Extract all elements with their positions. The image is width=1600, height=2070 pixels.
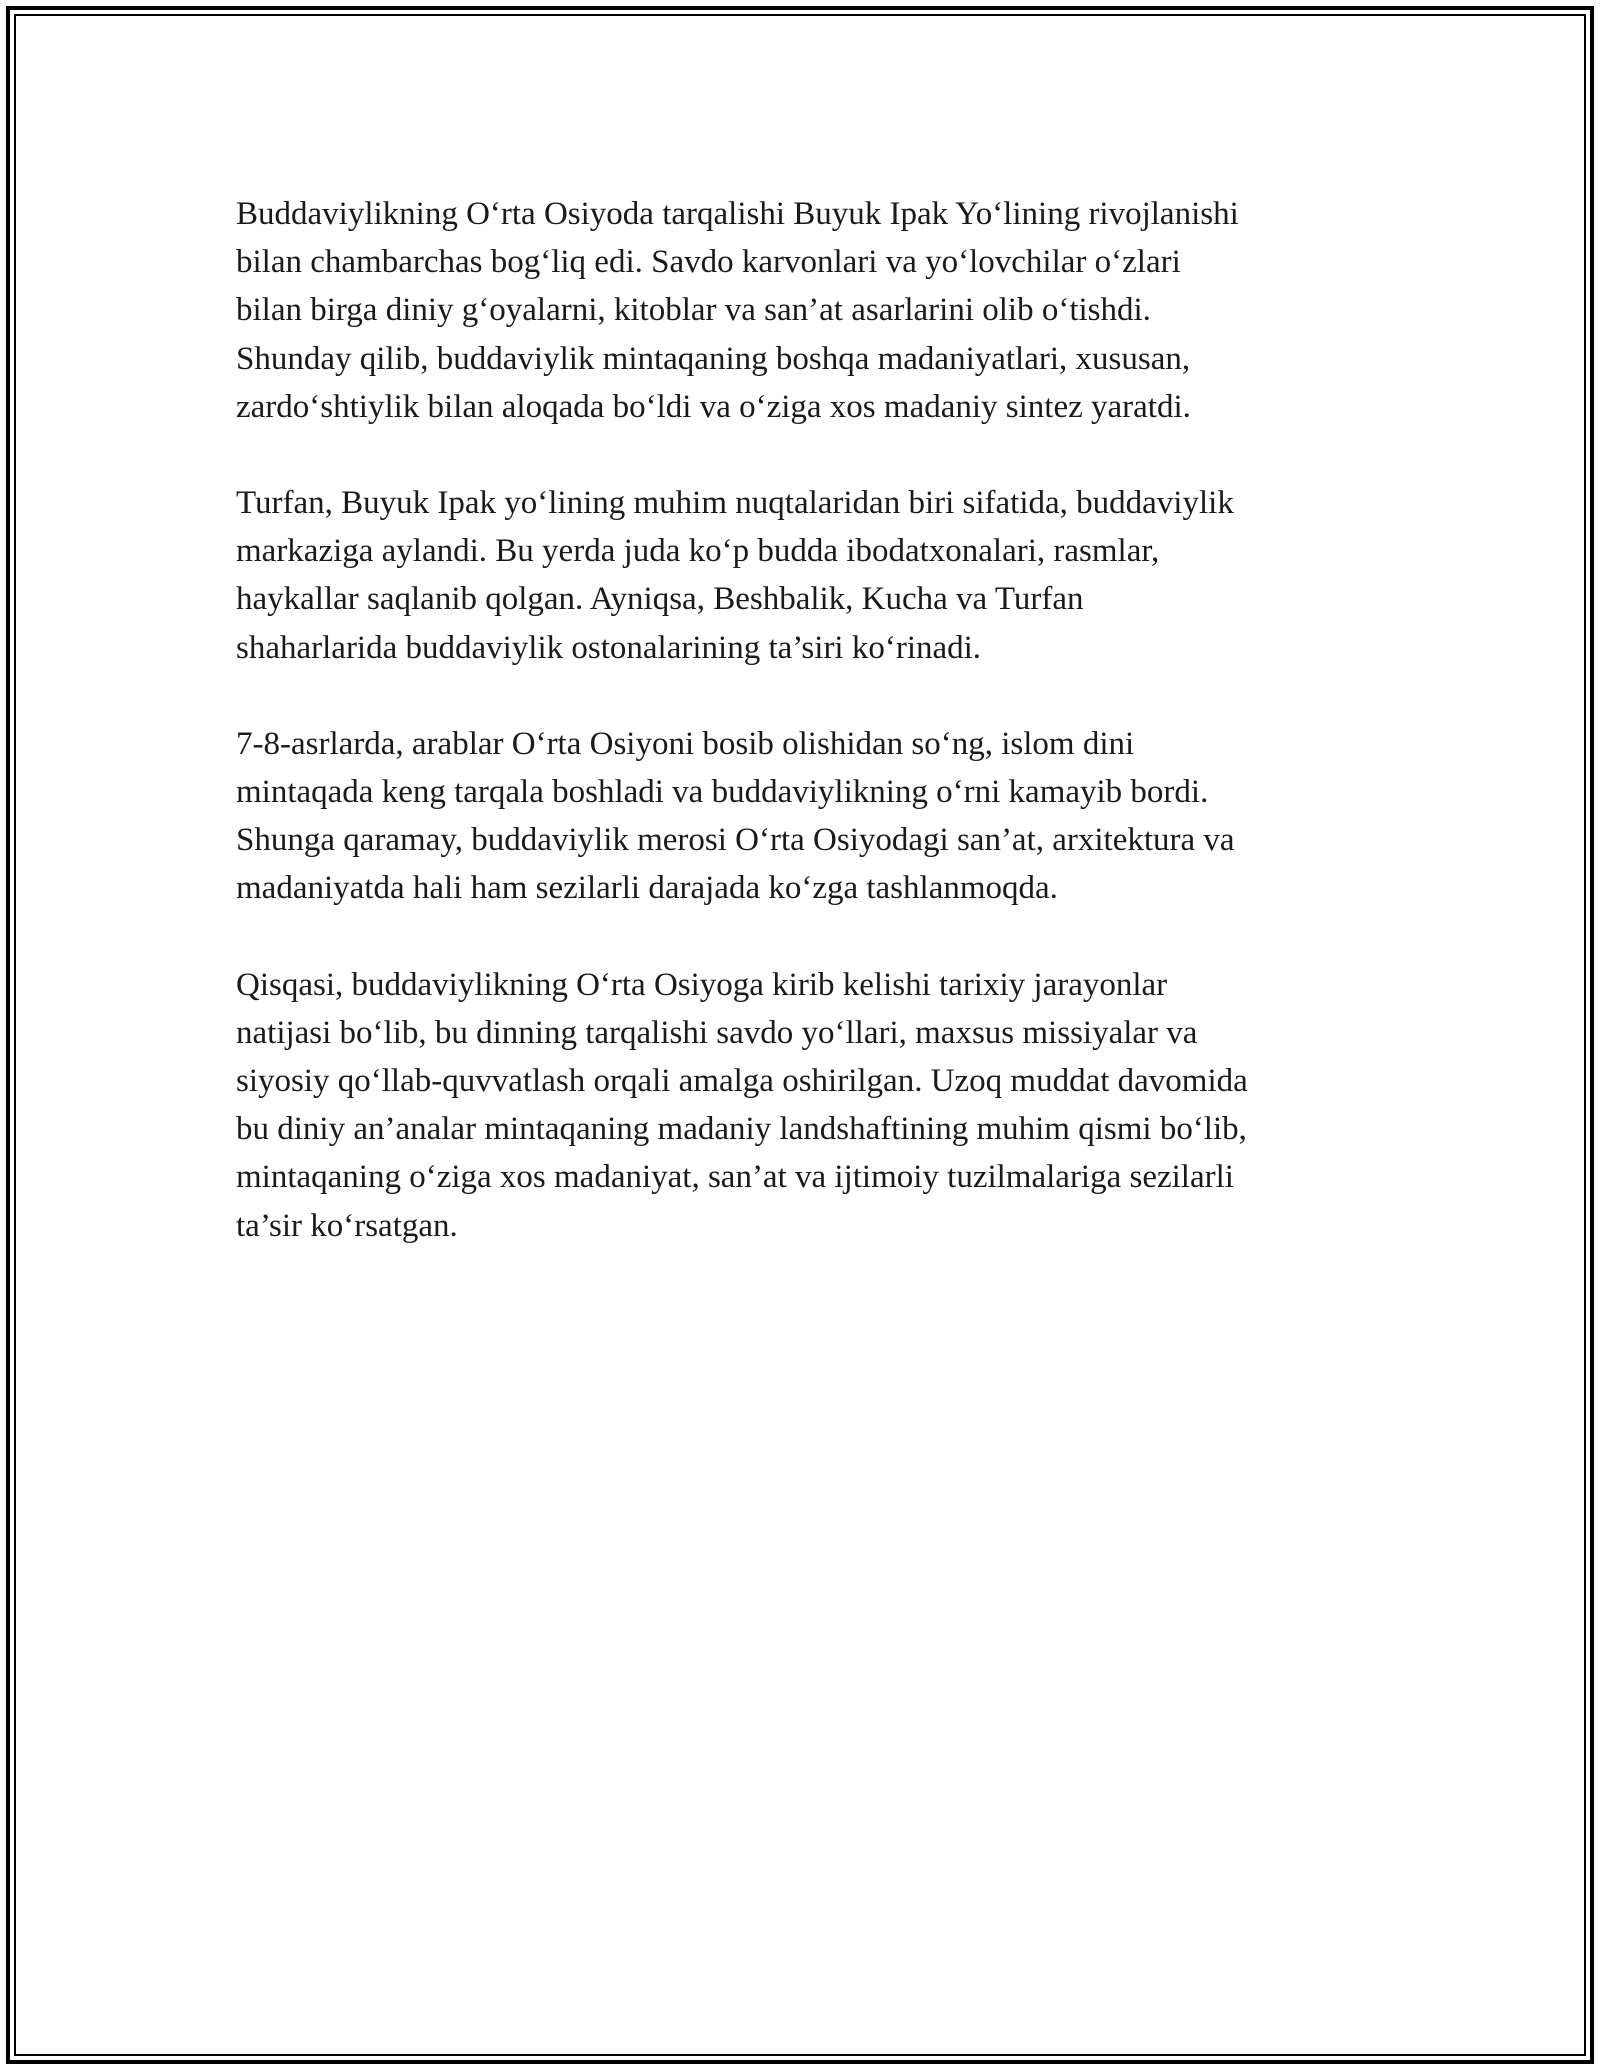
text-line: natijasi bo‘lib, bu dinning tarqalishi savdo yo‘llari, maxsus missiyalar va: [236, 1014, 1198, 1051]
text-line: markaziga aylandi. Bu yerda juda ko‘p budda ibodatxonalari, rasmlar,: [236, 533, 1160, 570]
text-line: Buddaviylikning O‘rta Osiyoda tarqalishi Buyuk Ipak Yo‘lining rivojlanishi: [236, 196, 1239, 232]
text-line: bu diniy an’analar mintaqaning madaniy landshaftining muhim qismi bo‘lib,: [236, 1111, 1247, 1148]
text-line: Turfan, Buyuk Ipak yo‘lining muhim nuqtalaridan biri sifatida, buddaviylik: [236, 485, 1234, 522]
text-line: Shunga qaramay, buddaviylik merosi O‘rta Osiyodagi san’at, arxitektura va: [236, 822, 1235, 859]
text-line: madaniyatda hali ham sezilarli darajada ko‘zga tashlanmoqda.: [236, 870, 1058, 907]
paragraph-4: [236, 961, 1376, 1250]
text-line: mintaqaning o‘ziga xos madaniyat, san’at va ijtimoiy tuzilmalariga sezilarli: [236, 1159, 1234, 1196]
text-line: bilan chambarchas bog‘liq edi. Savdo karvonlari va yo‘lovchilar o‘zlari: [236, 244, 1181, 281]
text-line: 7-8-asrlarda, arablar O‘rta Osiyoni bosib olishidan so‘ng, islom dini: [236, 725, 1135, 762]
text-line: Qisqasi, buddaviylikning O‘rta Osiyoga kirib kelishi tarixiy jarayonlar: [236, 966, 1168, 1003]
text-line: mintaqada keng tarqala boshladi va buddaviylikning o‘rni kamayib bordi.: [236, 774, 1209, 811]
text-line: siyosiy qo‘llab-quvvatlash orqali amalga oshirilgan. Uzoq muddat davomida: [236, 1063, 1248, 1100]
text-line: shaharlarida buddaviylik ostonalarining ta’siri ko‘rinadi.: [236, 629, 982, 666]
document-body: [236, 190, 1376, 1298]
text-line: ta’sir ko‘rsatgan.: [236, 1207, 458, 1244]
paragraph-3: [236, 720, 1376, 913]
paragraph-2: [236, 479, 1376, 672]
text-line: bilan birga diniy g‘oyalarni, kitoblar va san’at asarlarini olib o‘tishdi.: [236, 292, 1151, 329]
text-line: Shunday qilib, buddaviylik mintaqaning boshqa madaniyatlari, xususan,: [236, 340, 1191, 377]
paragraph-1: [236, 190, 1376, 431]
text-line: zardo‘shtiylik bilan aloqada bo‘ldi va o‘ziga xos madaniy sintez yaratdi.: [236, 388, 1191, 425]
text-line: haykallar saqlanib qolgan. Ayniqsa, Beshbalik, Kucha va Turfan: [236, 581, 1084, 618]
